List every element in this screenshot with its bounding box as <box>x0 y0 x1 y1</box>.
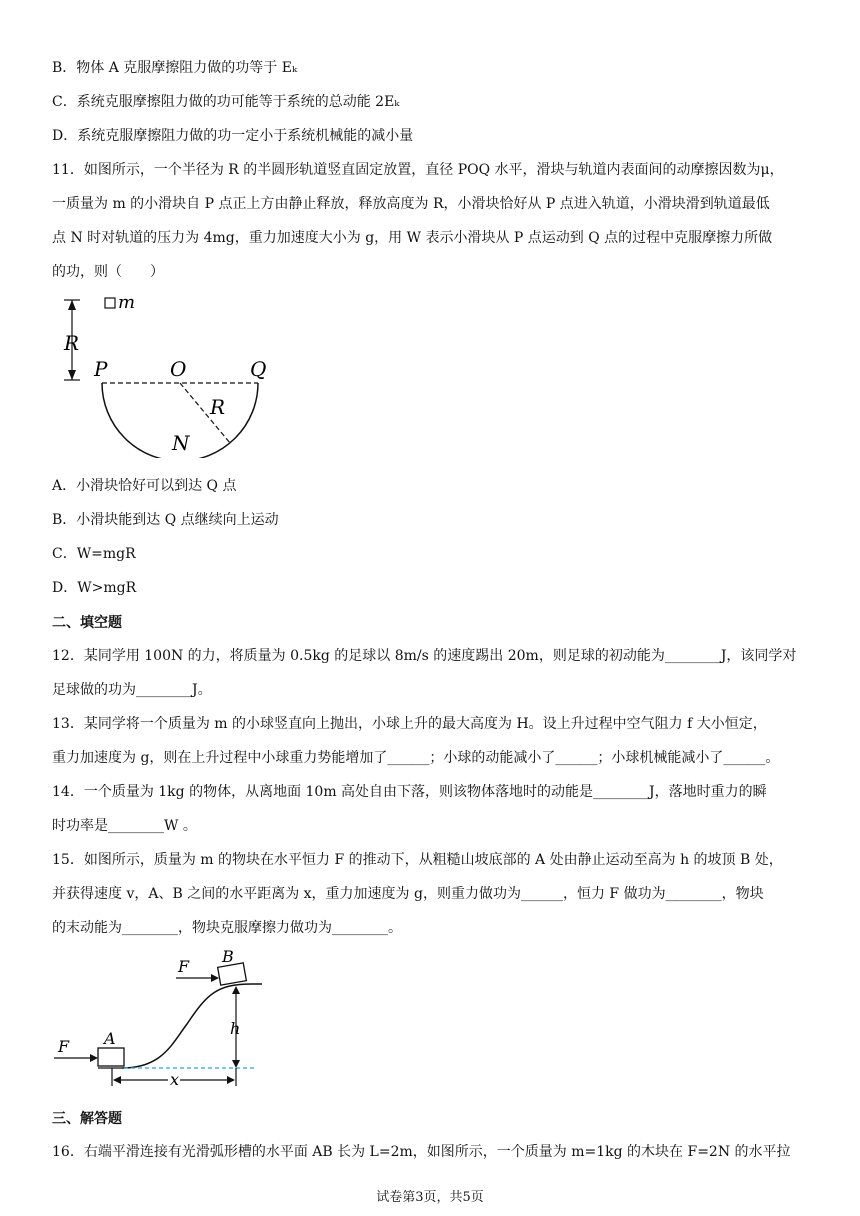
q11-option-c: C．W=mgR <box>52 546 136 562</box>
q11-option-d: D．W>mgR <box>52 580 137 596</box>
q15-block-b <box>218 963 247 985</box>
q15-label-x: x <box>170 1070 180 1089</box>
q11-stem-line-3: 点 N 时对轨道的压力为 4mg，重力加速度大小为 g，用 W 表示小滑块从 P 点运动到 Q 点的过程中克服摩擦力所做 <box>52 230 773 246</box>
q12-line-2: 足球做的功为________J。 <box>52 682 212 698</box>
page-footer: 试卷第3页，共5页 <box>376 1190 484 1205</box>
q11-label-height-r: R <box>64 331 80 355</box>
q11-label-o: O <box>170 357 187 381</box>
q11-stem-line-1: 11．如图所示，一个半径为 R 的半圆形轨道竖直固定放置，直径 POQ 水平，滑块与轨道内表面间的动摩擦因数为μ， <box>52 162 784 178</box>
section-heading-fill-in: 二、填空题 <box>52 615 122 631</box>
q10-option-c: C．系统克服摩擦阻力做的功可能等于系统的总动能 2Eₖ <box>52 94 400 110</box>
q10-option-b: B．物体 A 克服摩擦阻力做的功等于 Eₖ <box>52 60 298 76</box>
q15-line-2: 并获得速度 v，A、B 之间的水平距离为 x，重力加速度为 g，则重力做功为______，恒力 F 做功为________，物块 <box>52 886 764 902</box>
q11-label-q: Q <box>250 357 267 381</box>
q11-option-a: A．小滑块恰好可以到达 Q 点 <box>52 478 237 494</box>
q11-label-radius-r: R <box>210 395 226 419</box>
q11-stem-line-2: 一质量为 m 的小滑块自 P 点正上方由静止释放，释放高度为 R，小滑块恰好从 P 点进入轨道，小滑块滑到轨道最低 <box>52 196 770 212</box>
q14-line-1: 14．一个质量为 1kg 的物体，从离地面 10m 高处自由下落，则该物体落地时的动能是________J，落地时重力的瞬 <box>52 784 767 800</box>
q11-option-b: B．小滑块能到达 Q 点继续向上运动 <box>52 512 279 528</box>
q15-block-a <box>98 1048 124 1066</box>
q11-label-p: P <box>94 357 108 381</box>
q15-label-b: B <box>222 947 234 966</box>
q13-line-2: 重力加速度为 g，则在上升过程中小球重力势能增加了______；小球的动能减小了______；小球机械能减小了______。 <box>52 750 780 766</box>
q15-line-3: 的末动能为________，物块克服摩擦力做功为________。 <box>52 920 402 936</box>
q15-label-a: A <box>104 1029 116 1048</box>
q10-option-d: D．系统克服摩擦阻力做的功一定小于系统机械能的减小量 <box>52 128 414 144</box>
q15-label-f-top: F <box>178 957 190 976</box>
q12-line-1: 12．某同学用 100N 的力，将质量为 0.5kg 的足球以 8m/s 的速度踢出 20m，则足球的初动能为________J，该同学对 <box>52 648 797 664</box>
q15-label-f-left: F <box>58 1037 70 1056</box>
q16-line-1: 16．右端平滑连接有光滑弧形槽的水平面 AB 长为 L=2m，如图所示，一个质量为 m=1kg 的木块在 F=2N 的水平拉 <box>52 1144 791 1160</box>
q15-label-h: h <box>230 1019 241 1038</box>
q15-line-1: 15．如图所示，质量为 m 的物块在水平恒力 F 的推动下，从粗糙山坡底部的 A 处由静止运动至高为 h 的坡顶 B 处， <box>52 852 783 868</box>
q13-line-1: 13．某同学将一个质量为 m 的小球竖直向上抛出，小球上升的最大高度为 H。设上升过程中空气阻力 f 大小恒定， <box>52 716 767 732</box>
q11-label-n: N <box>172 431 190 455</box>
q11-semicircle-figure <box>52 288 292 458</box>
q11-label-m: m <box>118 292 136 313</box>
q15-slope-figure <box>52 944 272 1094</box>
q11-stem-line-4: 的功，则（ ） <box>52 264 164 280</box>
q11-block <box>105 298 115 308</box>
q14-line-2: 时功率是________W 。 <box>52 818 197 834</box>
section-heading-answer: 三、解答题 <box>52 1111 122 1127</box>
